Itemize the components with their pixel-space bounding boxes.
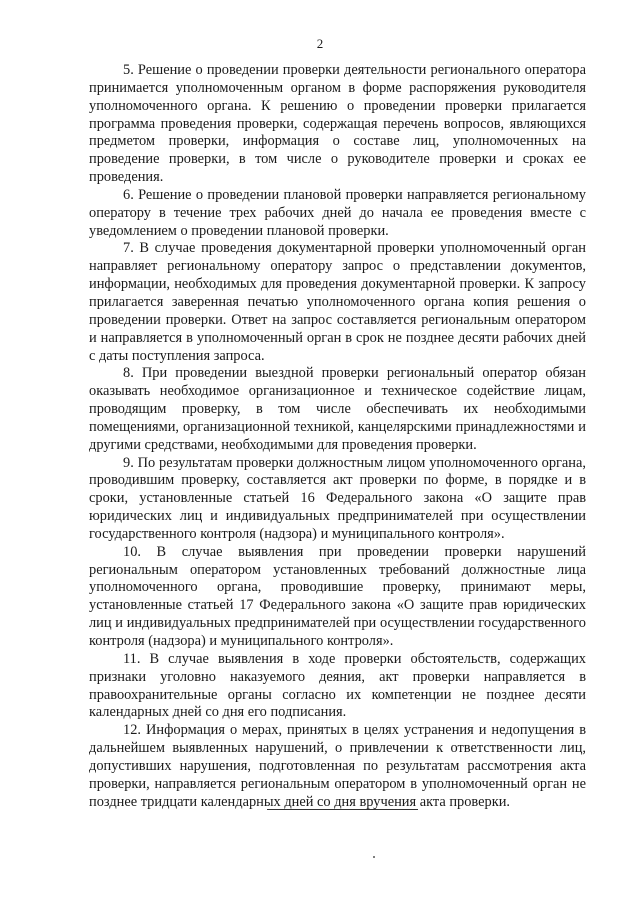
document-body — [89, 62, 586, 811]
paragraph-11: 11. В случае выявления в ходе проверки обстоятельств, содержащих признаки уголовно наказуемого деяния, акт проверки направляется в правоохранительные органы согласно их компетенции не позднее десяти календарных дней со дня его подписания. — [89, 650, 586, 721]
paragraph-7: 7. В случае проведения документарной проверки уполномоченный орган направляет региональному оператору запрос о представлении документов, информации, необходимых для проведения документарной проверки. К запросу прилагается заверенная печатью уполномоченного органа копия решения о проведении проверки. Ответ на запрос составляется региональным оператором и направляется в уполномоченный орган в срок не позднее десяти рабочих дней с даты поступления запроса. — [89, 240, 586, 364]
paragraph-10: 10. В случае выявления при проведении проверки нарушений региональным оператором установленных требований должностные лица уполномоченного органа, проводившие проверку, принимают меры, установленные статьей 17 Федерального закона «О защите прав юридических лиц и индивидуальных предпринимателей при осуществлении государственного контроля (надзора) и муниципального контроля». — [89, 543, 586, 649]
paragraph-9: 9. По результатам проверки должностным лицом уполномоченного органа, проводившим проверку, составляется акт проверки по форме, в порядке и в сроки, установленные статьей 16 Федерального закона «О защите прав юридических лиц и индивидуальных предпринимателей при осуществлении государственного контроля (надзора) и муниципального контроля». — [89, 454, 586, 542]
paragraph-12: 12. Информация о мерах, принятых в целях устранения и недопущения в дальнейшем выявленных нарушений, о привлечении к ответственности лиц, допустивших нарушения, подготовленная по результатам рассмотрения акта проверки, направляется региональным оператором в уполномоченный орган не позднее тридцати календарных дней со дня вручения акта проверки. — [89, 722, 586, 810]
paragraph-5: 5. Решение о проведении проверки деятельности регионального оператора принимается уполномоченным органом в форме распоряжения руководителя уполномоченного органа. К решению о проведении проверки прилагается программа проведения проверки, содержащая перечень вопросов, являющихся предметом проверки, информация о составе лиц, уполномоченных на проведение проверки, в том числе о руководителе проверки и сроках ее проведения. — [89, 62, 586, 186]
paragraph-6: 6. Решение о проведении плановой проверки направляется региональному оператору в течение трех рабочих дней до начала ее проведения вместе с уведомлением о проведении плановой проверки. — [89, 186, 586, 239]
page-number: 2 — [316, 36, 324, 51]
paragraph-8: 8. При проведении выездной проверки региональный оператор обязан оказывать необходимое организационное и техническое содействие лицам, проводящим проверку, в том числе обеспечивать их необходимыми помещениями, организационной техникой, канцелярскими принадлежностями и другими средствами, необходимыми для проведения проверки. — [89, 365, 586, 453]
scan-speck — [373, 856, 375, 858]
closing-separator-line — [267, 809, 418, 810]
